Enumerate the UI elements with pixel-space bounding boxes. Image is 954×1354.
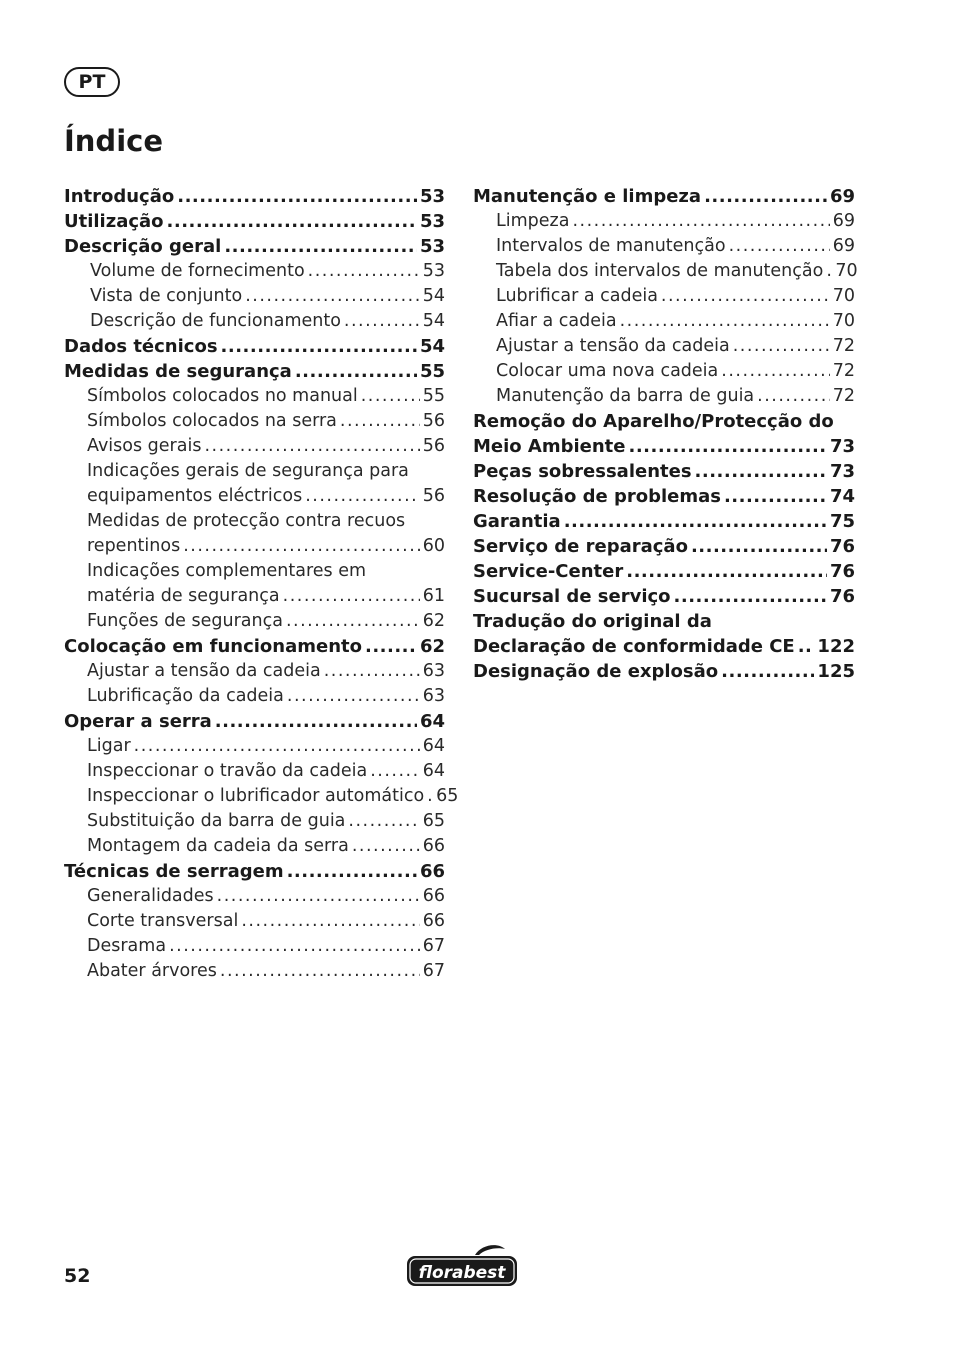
toc-entry-label: repentinos — [87, 536, 181, 556]
toc-entry-label: Colocar uma nova cadeia — [496, 361, 719, 381]
toc-entry — [473, 184, 855, 209]
toc-dot-leader — [564, 509, 827, 534]
toc-entry-page: 55 — [419, 361, 445, 382]
toc-dot-leader — [626, 559, 827, 584]
toc-entry-page: 66 — [422, 836, 445, 856]
toc-entry — [473, 509, 855, 534]
toc-entry — [473, 409, 855, 434]
toc-entry-page: 125 — [817, 661, 855, 682]
toc-entry-page: 69 — [829, 186, 855, 207]
toc-entry-page: 53 — [422, 261, 445, 281]
toc-dot-leader — [348, 809, 419, 834]
toc-entry-label: Meio Ambiente — [473, 436, 626, 457]
toc-entry — [473, 459, 855, 484]
toc-dot-leader — [691, 534, 827, 559]
toc-entry — [64, 184, 445, 209]
toc-entry — [64, 509, 445, 534]
toc-entry-page: 76 — [829, 536, 855, 557]
toc-entry — [473, 309, 855, 334]
toc-entry-page: 122 — [817, 636, 855, 657]
toc-entry — [473, 534, 855, 559]
toc-entry — [64, 809, 445, 834]
toc-entry-page: 65 — [422, 811, 445, 831]
toc-entry-page: 54 — [419, 336, 445, 357]
toc-entry — [64, 784, 459, 809]
toc-entry-label: Corte transversal — [87, 911, 239, 931]
toc-entry-label: Técnicas de serragem — [64, 861, 284, 882]
toc-dot-leader — [324, 659, 420, 684]
toc-entry-page: 64 — [422, 761, 445, 781]
toc-dot-leader — [241, 909, 419, 934]
toc-dot-leader — [757, 384, 830, 409]
toc-entry-page: 76 — [829, 586, 855, 607]
toc-entry — [64, 709, 445, 734]
toc-dot-leader — [620, 309, 830, 334]
toc-entry-label: Sucursal de serviço — [473, 586, 671, 607]
toc-entry-label: Volume de fornecimento — [90, 261, 305, 281]
toc-entry — [473, 484, 855, 509]
toc-dot-leader — [183, 534, 420, 559]
toc-entry-page: 64 — [422, 736, 445, 756]
toc-entry-page: 73 — [829, 436, 855, 457]
toc-entry-label: Avisos gerais — [87, 436, 202, 456]
toc-entry-label: Serviço de reparação — [473, 536, 688, 557]
toc-entry-label: Funções de segurança — [87, 611, 283, 631]
toc-entry-label: Descrição de funcionamento — [90, 311, 341, 331]
toc-entry-page: 70 — [832, 286, 855, 306]
toc-dot-leader — [177, 184, 417, 209]
toc-entry-page: 66 — [422, 911, 445, 931]
toc-entry-page: 55 — [422, 386, 445, 406]
toc-entry-label: Desrama — [87, 936, 167, 956]
toc-entry — [473, 659, 855, 684]
toc-dot-leader — [204, 434, 419, 459]
page-title: Índice — [64, 124, 163, 158]
toc-dot-leader — [217, 884, 420, 909]
toc-entry-label: Afiar a cadeia — [496, 311, 617, 331]
toc-entry — [64, 559, 445, 584]
toc-entry — [473, 384, 855, 409]
toc-entry-page: 69 — [832, 211, 855, 231]
toc-entry-label: Medidas de segurança — [64, 361, 292, 382]
toc-entry-page: 56 — [422, 486, 445, 506]
toc-entry-page: 56 — [422, 436, 445, 456]
toc-entry-label: Resolução de problemas — [473, 486, 721, 507]
toc-dot-leader — [704, 184, 827, 209]
toc-entry — [64, 334, 445, 359]
toc-entry — [64, 359, 445, 384]
toc-entry-label: Manutenção e limpeza — [473, 186, 702, 207]
toc-entry-page: 72 — [832, 386, 855, 406]
toc-entry-label: Ligar — [87, 736, 131, 756]
toc-dot-leader — [134, 734, 420, 759]
toc-entry-page: 69 — [832, 236, 855, 256]
toc-dot-leader — [286, 609, 420, 634]
toc-entry-label: Montagem da cadeia da serra — [87, 836, 349, 856]
toc-dot-leader — [361, 384, 420, 409]
toc-entry-label: Introdução — [64, 186, 175, 207]
toc-entry-label: Intervalos de manutenção — [496, 236, 726, 256]
toc-dot-leader — [283, 584, 420, 609]
toc-entry-label: Utilização — [64, 211, 164, 232]
toc-entry-page: 62 — [422, 611, 445, 631]
toc-entry-label: Vista de conjunto — [90, 286, 243, 306]
toc-entry — [64, 684, 445, 709]
toc-dot-leader — [344, 309, 420, 334]
toc-dot-leader — [370, 759, 419, 784]
toc-dot-leader — [352, 834, 420, 859]
toc-entry-label: Medidas de protecção contra recuos — [87, 511, 406, 531]
toc-dot-leader — [724, 484, 827, 509]
toc-entry — [64, 259, 445, 284]
toc-entry-page: 67 — [422, 961, 445, 981]
toc-entry-page: 66 — [419, 861, 445, 882]
toc-entry — [473, 634, 855, 659]
toc-entry-label: Ajustar a tensão da cadeia — [496, 336, 730, 356]
toc-entry-label: Garantia — [473, 511, 561, 532]
language-badge: PT — [64, 67, 120, 97]
toc-dot-leader — [340, 409, 420, 434]
toc-entry-label: Símbolos colocados na serra — [87, 411, 337, 431]
toc-dot-leader — [826, 259, 832, 284]
toc-entry — [64, 284, 445, 309]
toc-dot-leader — [215, 709, 417, 734]
toc-left-column — [64, 184, 459, 984]
toc-entry-label: Indicações gerais de segurança para — [87, 461, 409, 481]
toc-entry-label: Lubrificar a cadeia — [496, 286, 658, 306]
toc-entry — [473, 234, 855, 259]
toc-entry-page: 64 — [419, 711, 445, 732]
toc-entry-page: 75 — [829, 511, 855, 532]
toc-entry-page: 70 — [832, 311, 855, 331]
toc-entry-page: 63 — [422, 661, 445, 681]
toc-entry-label: Abater árvores — [87, 961, 217, 981]
toc-dot-leader — [305, 484, 420, 509]
toc-entry — [64, 909, 445, 934]
toc-dot-leader — [169, 934, 420, 959]
toc-entry-label: Designação de explosão — [473, 661, 719, 682]
toc-dot-leader — [721, 359, 829, 384]
toc-entry-label: Inspeccionar o travão da cadeia — [87, 761, 368, 781]
toc-entry-label: Remoção do Aparelho/Protecção do — [473, 411, 834, 432]
toc-entry-page: 53 — [419, 236, 445, 257]
toc-entry — [473, 209, 855, 234]
toc-entry — [64, 759, 445, 784]
toc-dot-leader — [729, 234, 830, 259]
toc-entry — [64, 209, 445, 234]
toc-entry-page: 54 — [422, 286, 445, 306]
toc-entry-label: Substituição da barra de guia — [87, 811, 346, 831]
toc-entry-label: Generalidades — [87, 886, 214, 906]
toc-entry-label: Descrição geral — [64, 236, 222, 257]
toc-entry-page: 74 — [829, 486, 855, 507]
toc-entry — [64, 834, 445, 859]
toc-entry-page: 54 — [422, 311, 445, 331]
toc-entry — [64, 609, 445, 634]
toc-entry — [473, 559, 855, 584]
toc-entry-page: 66 — [422, 886, 445, 906]
toc-dot-leader — [287, 859, 417, 884]
toc-dot-leader — [365, 634, 417, 659]
page-number: 52 — [64, 1265, 91, 1287]
toc-entry-label: Peças sobressalentes — [473, 461, 692, 482]
toc-entry — [64, 409, 445, 434]
toc-dot-leader — [695, 459, 827, 484]
toc-entry-label: equipamentos eléctricos — [87, 486, 303, 506]
toc-entry — [64, 484, 445, 509]
toc-entry — [64, 859, 445, 884]
toc-entry — [64, 584, 445, 609]
toc-entry-label: Símbolos colocados no manual — [87, 386, 358, 406]
toc-entry-page: 60 — [422, 536, 445, 556]
toc-entry — [473, 284, 855, 309]
toc-entry-label: matéria de segurança — [87, 586, 280, 606]
brand-logo-text: florabest — [418, 1263, 506, 1283]
toc-entry-label: Tabela dos intervalos de manutenção — [496, 261, 824, 281]
toc-entry — [473, 359, 855, 384]
toc-right-column — [473, 184, 858, 684]
toc-dot-leader — [221, 334, 417, 359]
toc-entry — [64, 309, 445, 334]
toc-entry-label: Inspeccionar o lubrificador automático — [87, 786, 425, 806]
toc-dot-leader — [427, 784, 433, 809]
toc-entry-page: 63 — [422, 686, 445, 706]
toc-entry — [473, 334, 855, 359]
toc-entry-page: 76 — [829, 561, 855, 582]
toc-dot-leader — [295, 359, 417, 384]
toc-dot-leader — [733, 334, 830, 359]
toc-entry — [64, 959, 445, 984]
toc-entry-page: 61 — [422, 586, 445, 606]
toc-entry — [64, 634, 445, 659]
toc-entry — [473, 434, 855, 459]
toc-dot-leader — [287, 684, 420, 709]
toc-entry-label: Colocação em funcionamento — [64, 636, 362, 657]
toc-entry-page: 67 — [422, 936, 445, 956]
toc-entry-page: 72 — [832, 336, 855, 356]
toc-entry-label: Indicações complementares em — [87, 561, 367, 581]
toc-dot-leader — [661, 284, 830, 309]
toc-dot-leader — [629, 434, 827, 459]
toc-entry — [64, 384, 445, 409]
toc-entry-label: Service-Center — [473, 561, 624, 582]
toc-entry-label: Ajustar a tensão da cadeia — [87, 661, 321, 681]
toc-entry-page: 72 — [832, 361, 855, 381]
toc-entry-page: 56 — [422, 411, 445, 431]
toc-entry — [473, 609, 855, 634]
toc-entry-page: 70 — [835, 261, 858, 281]
toc-entry-label: Operar a serra — [64, 711, 212, 732]
toc-dot-leader — [798, 634, 815, 659]
toc-dot-leader — [674, 584, 827, 609]
toc-entry-label: Dados técnicos — [64, 336, 218, 357]
toc-dot-leader — [224, 234, 417, 259]
toc-dot-leader — [308, 259, 420, 284]
toc-entry — [64, 734, 445, 759]
toc-entry-label: Declaração de conformidade CE — [473, 636, 795, 657]
toc-entry — [64, 934, 445, 959]
toc-entry-page: 65 — [436, 786, 459, 806]
toc-entry — [64, 659, 445, 684]
toc-entry — [473, 259, 858, 284]
toc-entry-label: Manutenção da barra de guia — [496, 386, 755, 406]
toc-entry — [64, 534, 445, 559]
toc-dot-leader — [245, 284, 420, 309]
toc-entry — [473, 584, 855, 609]
toc-entry-page: 73 — [829, 461, 855, 482]
toc-dot-leader — [721, 659, 814, 684]
florabest-logo — [405, 1243, 519, 1289]
toc-entry-page: 53 — [419, 211, 445, 232]
toc-entry-page: 62 — [419, 636, 445, 657]
toc-dot-leader — [572, 209, 829, 234]
toc-entry-label: Tradução do original da — [473, 611, 712, 632]
toc-entry — [64, 434, 445, 459]
toc-entry-page: 53 — [419, 186, 445, 207]
toc-entry-label: Lubrificação da cadeia — [87, 686, 284, 706]
toc-entry — [64, 234, 445, 259]
toc-entry — [64, 884, 445, 909]
toc-dot-leader — [220, 959, 420, 984]
toc-dot-leader — [167, 209, 417, 234]
toc-entry — [64, 459, 445, 484]
toc-entry-label: Limpeza — [496, 211, 570, 231]
